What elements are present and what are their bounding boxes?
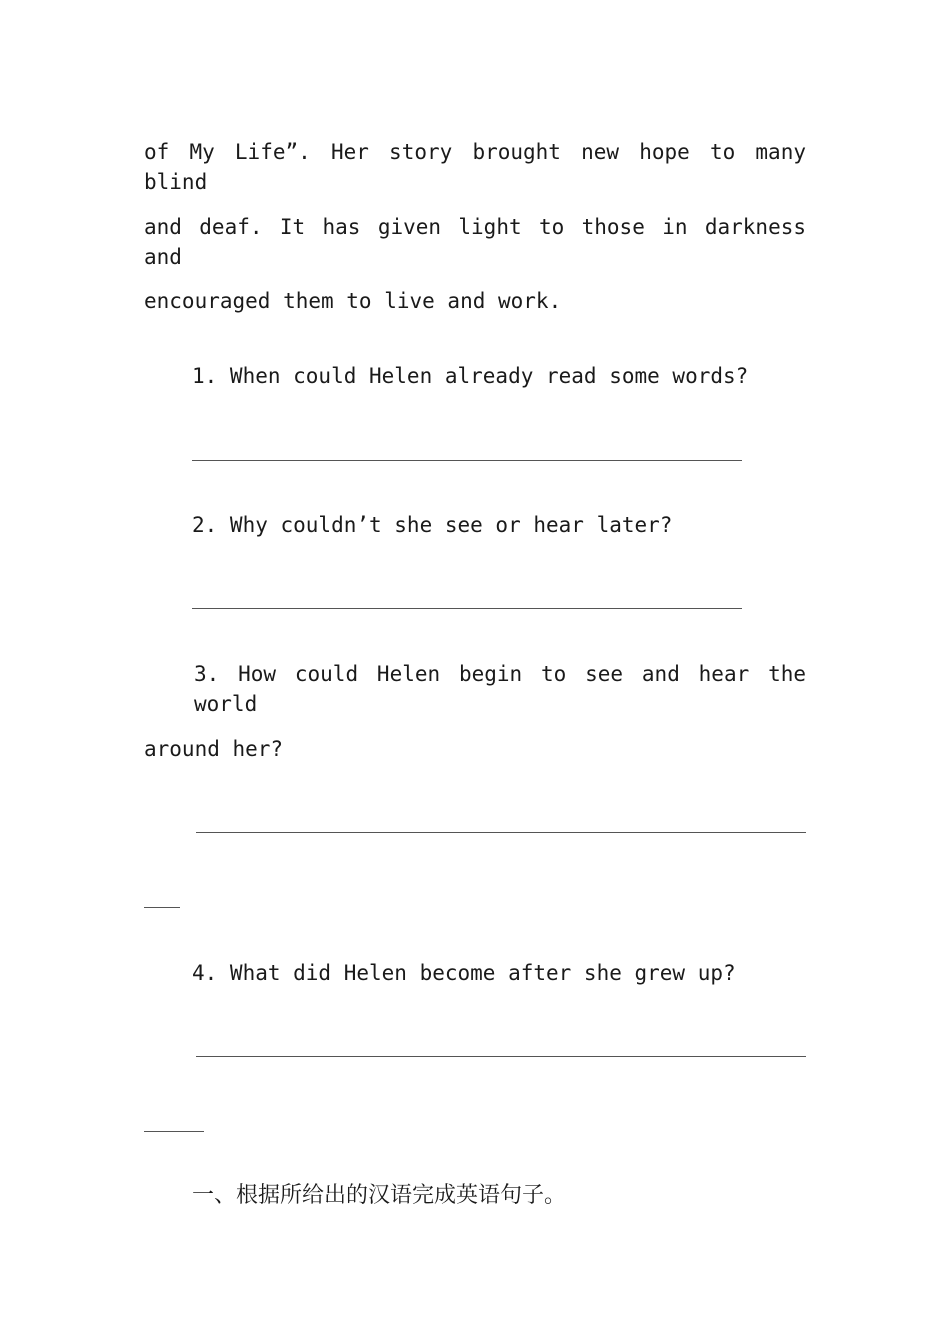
- question-2: 2. Why couldn’t she see or hear later?: [192, 513, 673, 537]
- answer-blank-2[interactable]: [192, 608, 742, 609]
- question-1: 1. When could Helen already read some words?: [192, 364, 749, 388]
- question-4: 4. What did Helen become after she grew up?: [192, 961, 736, 985]
- section-heading: 一、根据所给出的汉语完成英语句子。: [192, 1183, 567, 1208]
- answer-blank-3[interactable]: [196, 832, 806, 833]
- passage-line-2: and deaf. It has given light to those in darkness and: [144, 215, 806, 269]
- passage-line-1: of My Life”. Her story brought new hope to many blind: [144, 140, 806, 194]
- passage-line-3: encouraged them to live and work.: [144, 289, 562, 313]
- answer-blank-3-continued[interactable]: [144, 907, 180, 908]
- question-3-line-2: around her?: [144, 737, 284, 761]
- answer-blank-4-continued[interactable]: [144, 1131, 204, 1132]
- answer-blank-4[interactable]: [196, 1056, 806, 1057]
- answer-blank-1[interactable]: [192, 460, 742, 461]
- question-3-line-1: 3. How could Helen begin to see and hear the world: [194, 662, 806, 716]
